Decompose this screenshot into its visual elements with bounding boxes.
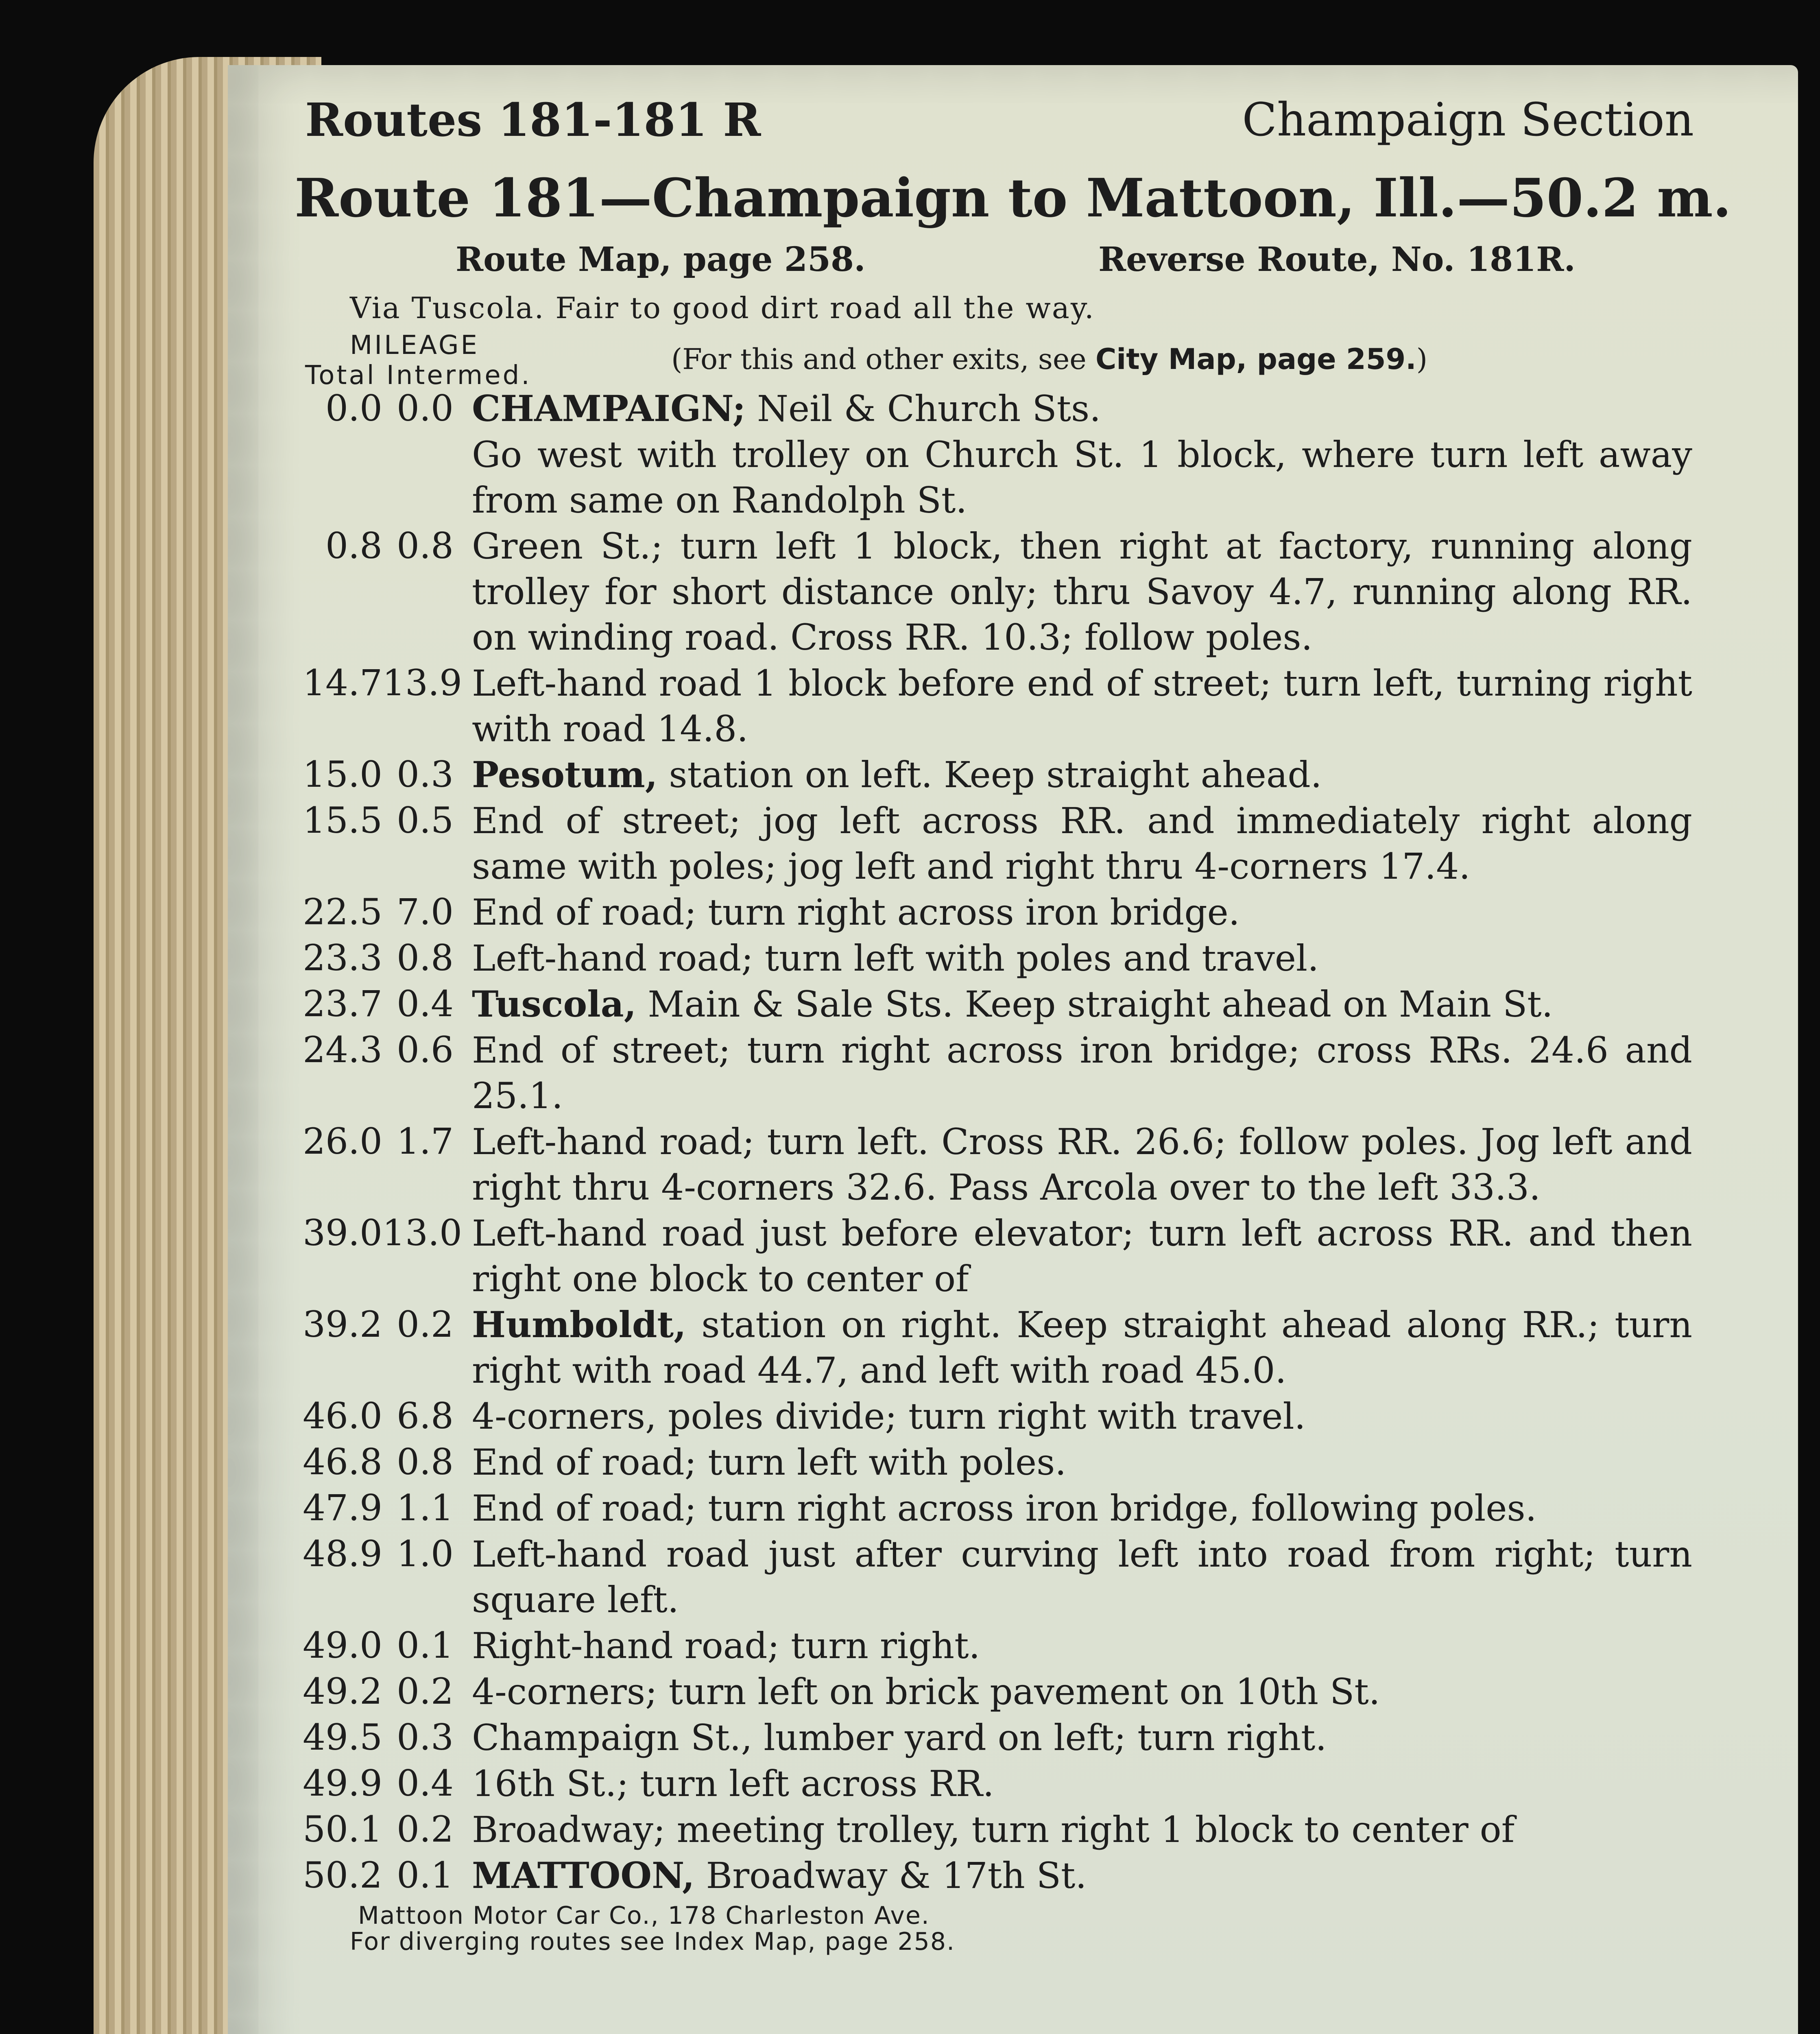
place-name: Humboldt, — [472, 1303, 686, 1346]
mileage-intermediate: 0.2 — [397, 1808, 454, 1850]
mileage-intermediate: 0.8 — [397, 525, 454, 567]
direction-row — [301, 1119, 1692, 1210]
direction-text — [454, 1807, 1692, 1853]
direction-text — [454, 1623, 1692, 1669]
direction-text — [454, 386, 1692, 432]
mileage-intermediate: 13.9 — [382, 662, 462, 704]
mileage-total: 0.8 — [325, 525, 382, 567]
direction-row — [301, 1393, 1692, 1439]
direction-text — [454, 432, 1692, 523]
direction-text — [454, 798, 1692, 889]
direction-instruction: End of street; turn right across iron bridge; cross RRs. 24.6 and 25.1. — [472, 1029, 1692, 1117]
mileage-total: 49.9 — [303, 1762, 382, 1804]
direction-row — [301, 1485, 1692, 1531]
mileage-total: 49.0 — [303, 1624, 382, 1666]
route-181-map-ref: Route Map, page 258. — [456, 240, 866, 279]
exits-note-text: (For this and other exits, see — [671, 343, 1095, 376]
dealer-note: Mattoon Motor Car Co., 178 Charleston Ave. — [358, 1901, 930, 1930]
direction-instruction: Left-hand road; turn left. Cross RR. 26.6; follow poles. Jog left and right thru 4-corners 32.6. Pass Arcola over to the left 33.3. — [472, 1121, 1692, 1208]
mileage-intermediate: 0.1 — [397, 1624, 454, 1666]
mileage-total: 24.3 — [303, 1029, 382, 1071]
mileage-total: 39.2 — [303, 1303, 382, 1345]
mileage-total: 15.5 — [303, 799, 382, 841]
mileage-total: 46.8 — [303, 1441, 382, 1483]
route-181-notes — [350, 1903, 955, 1955]
direction-row — [301, 889, 1692, 935]
exits-note-city-map: City Map, page 259. — [1095, 343, 1416, 376]
direction-text — [454, 1027, 1692, 1119]
direction-text — [454, 1439, 1692, 1485]
mileage-columns: Total Intermed. — [305, 360, 532, 391]
direction-instruction: End of road; turn right across iron bridge. — [472, 891, 1240, 933]
running-header — [305, 94, 1694, 147]
mileage-total: 15.0 — [303, 753, 382, 795]
direction-instruction: Right-hand road; turn right. — [472, 1625, 980, 1667]
mileage-total: 23.3 — [303, 937, 382, 979]
mileage-intermediate: 0.4 — [397, 983, 454, 1025]
mileage-total: 0.0 — [325, 387, 382, 429]
direction-row — [301, 660, 1692, 752]
direction-instruction: Left-hand road just after curving left into road from right; turn square left. — [472, 1533, 1692, 1621]
direction-instruction: Go west with trolley on Church St. 1 block, where turn left away from same on Randolph St. — [472, 434, 1692, 521]
direction-text — [454, 1715, 1692, 1761]
direction-row — [301, 798, 1692, 889]
direction-text — [454, 660, 1692, 752]
direction-instruction: End of street; jog left across RR. and immediately right along same with poles; jog left and right thru 4-corners 17.4. — [472, 800, 1692, 887]
mileage-intermediate: 0.2 — [397, 1303, 454, 1345]
direction-text — [454, 1761, 1692, 1807]
direction-text — [454, 1669, 1692, 1715]
direction-row — [301, 523, 1692, 660]
direction-text — [454, 1210, 1692, 1302]
direction-text — [454, 1119, 1692, 1210]
header-section: Champaign Section — [1242, 94, 1694, 146]
mileage-intermediate: 7.0 — [397, 891, 454, 933]
direction-row — [301, 1210, 1692, 1302]
direction-text — [454, 1302, 1692, 1393]
route-181-via: Via Tuscola. Fair to good dirt road all the way. — [350, 291, 1095, 325]
direction-row — [301, 1623, 1692, 1669]
mileage-intermediate — [382, 432, 454, 523]
mileage-label: MILEAGE — [350, 330, 479, 360]
place-name: CHAMPAIGN; — [472, 387, 746, 430]
direction-instruction: End of road; turn left with poles. — [472, 1441, 1067, 1483]
mileage-intermediate: 6.8 — [397, 1395, 454, 1437]
direction-row — [301, 1531, 1692, 1623]
mileage-intermediate: 13.0 — [382, 1212, 462, 1254]
mileage-total: 26.0 — [303, 1120, 382, 1162]
direction-text — [454, 1485, 1692, 1531]
mileage-total: 39.0 — [303, 1212, 382, 1254]
direction-text — [454, 981, 1692, 1027]
mileage-intermediate: 1.0 — [397, 1533, 454, 1575]
mileage-intermediate: 0.8 — [397, 937, 454, 979]
direction-instruction: 4-corners; turn left on brick pavement on 10th St. — [472, 1671, 1380, 1713]
diverging-note: For diverging routes see Index Map, page 258. — [350, 1927, 956, 1956]
mileage-total: 50.2 — [303, 1854, 382, 1896]
direction-row — [301, 1027, 1692, 1119]
direction-text — [454, 1853, 1692, 1899]
place-name: Tuscola, — [472, 983, 637, 1025]
mileage-intermediate: 0.0 — [397, 387, 454, 429]
direction-instruction: Left-hand road 1 block before end of street; turn left, turning right with road 14.8. — [472, 662, 1692, 750]
mileage-total: 49.2 — [303, 1670, 382, 1712]
direction-instruction: Green St.; turn left 1 block, then right at factory, running along trolley for short distance only; thru Savoy 4.7, running along RR. on winding road. Cross RR. 10.3; follow poles. — [472, 525, 1692, 658]
direction-instruction: Neil & Church Sts. — [746, 388, 1101, 430]
direction-row — [301, 1302, 1692, 1393]
direction-instruction: Broadway & 17th St. — [694, 1855, 1087, 1897]
direction-text — [454, 1531, 1692, 1623]
direction-instruction: station on right. Keep straight ahead along RR.; turn right with road 44.7, and left with road 45.0. — [472, 1304, 1692, 1391]
direction-row — [301, 1669, 1692, 1715]
direction-text — [454, 752, 1692, 798]
mileage-total: 46.0 — [303, 1395, 382, 1437]
mileage-total: 50.1 — [303, 1808, 382, 1850]
route-181-reverse-ref: Reverse Route, No. 181R. — [1098, 240, 1576, 279]
mileage-total: 48.9 — [303, 1533, 382, 1575]
direction-text — [454, 1393, 1692, 1439]
mileage-total: 47.9 — [303, 1487, 382, 1529]
mileage-intermediate: 0.3 — [397, 1716, 454, 1758]
header-routes: Routes 181-181 R — [305, 94, 761, 147]
direction-instruction: Champaign St., lumber yard on left; turn right. — [472, 1717, 1327, 1759]
mileage-total: 14.7 — [303, 662, 382, 704]
route-181-mileage-header — [305, 330, 532, 391]
direction-text — [454, 889, 1692, 935]
direction-row — [301, 386, 1692, 432]
mileage-intermediate: 0.5 — [397, 799, 454, 841]
mileage-intermediate: 0.2 — [397, 1670, 454, 1712]
direction-instruction: Broadway; meeting trolley, turn right 1 block to center of — [472, 1809, 1515, 1851]
direction-row — [301, 752, 1692, 798]
direction-instruction: station on left. Keep straight ahead. — [657, 754, 1322, 796]
mileage-intermediate: 0.8 — [397, 1441, 454, 1483]
direction-instruction: Main & Sale Sts. Keep straight ahead on Main St. — [636, 983, 1553, 1025]
direction-instruction: Left-hand road; turn left with poles and travel. — [472, 937, 1319, 979]
mileage-intermediate: 1.7 — [397, 1120, 454, 1162]
mileage-intermediate: 0.4 — [397, 1762, 454, 1804]
route-181-directions — [301, 386, 1692, 1899]
direction-text — [454, 935, 1692, 981]
mileage-intermediate: 0.1 — [397, 1854, 454, 1896]
direction-instruction: End of road; turn right across iron bridge, following poles. — [472, 1487, 1537, 1529]
direction-instruction: 4-corners, poles divide; turn right with travel. — [472, 1395, 1306, 1437]
route-181-exits-note — [671, 343, 1427, 376]
route-181-title: Route 181—Champaign to Mattoon, Ill.—50.2 m. — [295, 167, 1731, 229]
exits-note-close: ) — [1416, 343, 1428, 376]
mileage-intermediate: 0.3 — [397, 753, 454, 795]
direction-row — [301, 1439, 1692, 1485]
place-name: MATTOON, — [472, 1854, 695, 1897]
mileage-intermediate: 0.6 — [397, 1029, 454, 1071]
direction-instruction: 16th St.; turn left across RR. — [472, 1763, 994, 1805]
place-name: Pesotum, — [472, 753, 658, 796]
direction-instruction: Left-hand road just before elevator; turn left across RR. and then right one block to center of — [472, 1212, 1692, 1300]
mileage-intermediate: 1.1 — [397, 1487, 454, 1529]
direction-row — [301, 1761, 1692, 1807]
direction-row — [301, 981, 1692, 1027]
mileage-total: 23.7 — [303, 983, 382, 1025]
direction-row — [301, 935, 1692, 981]
direction-row — [301, 1807, 1692, 1853]
direction-row — [301, 432, 1692, 523]
direction-row — [301, 1853, 1692, 1899]
mileage-total — [301, 432, 382, 523]
direction-row — [301, 1715, 1692, 1761]
mileage-total: 49.5 — [303, 1716, 382, 1758]
direction-text — [454, 523, 1692, 660]
mileage-total: 22.5 — [303, 891, 382, 933]
